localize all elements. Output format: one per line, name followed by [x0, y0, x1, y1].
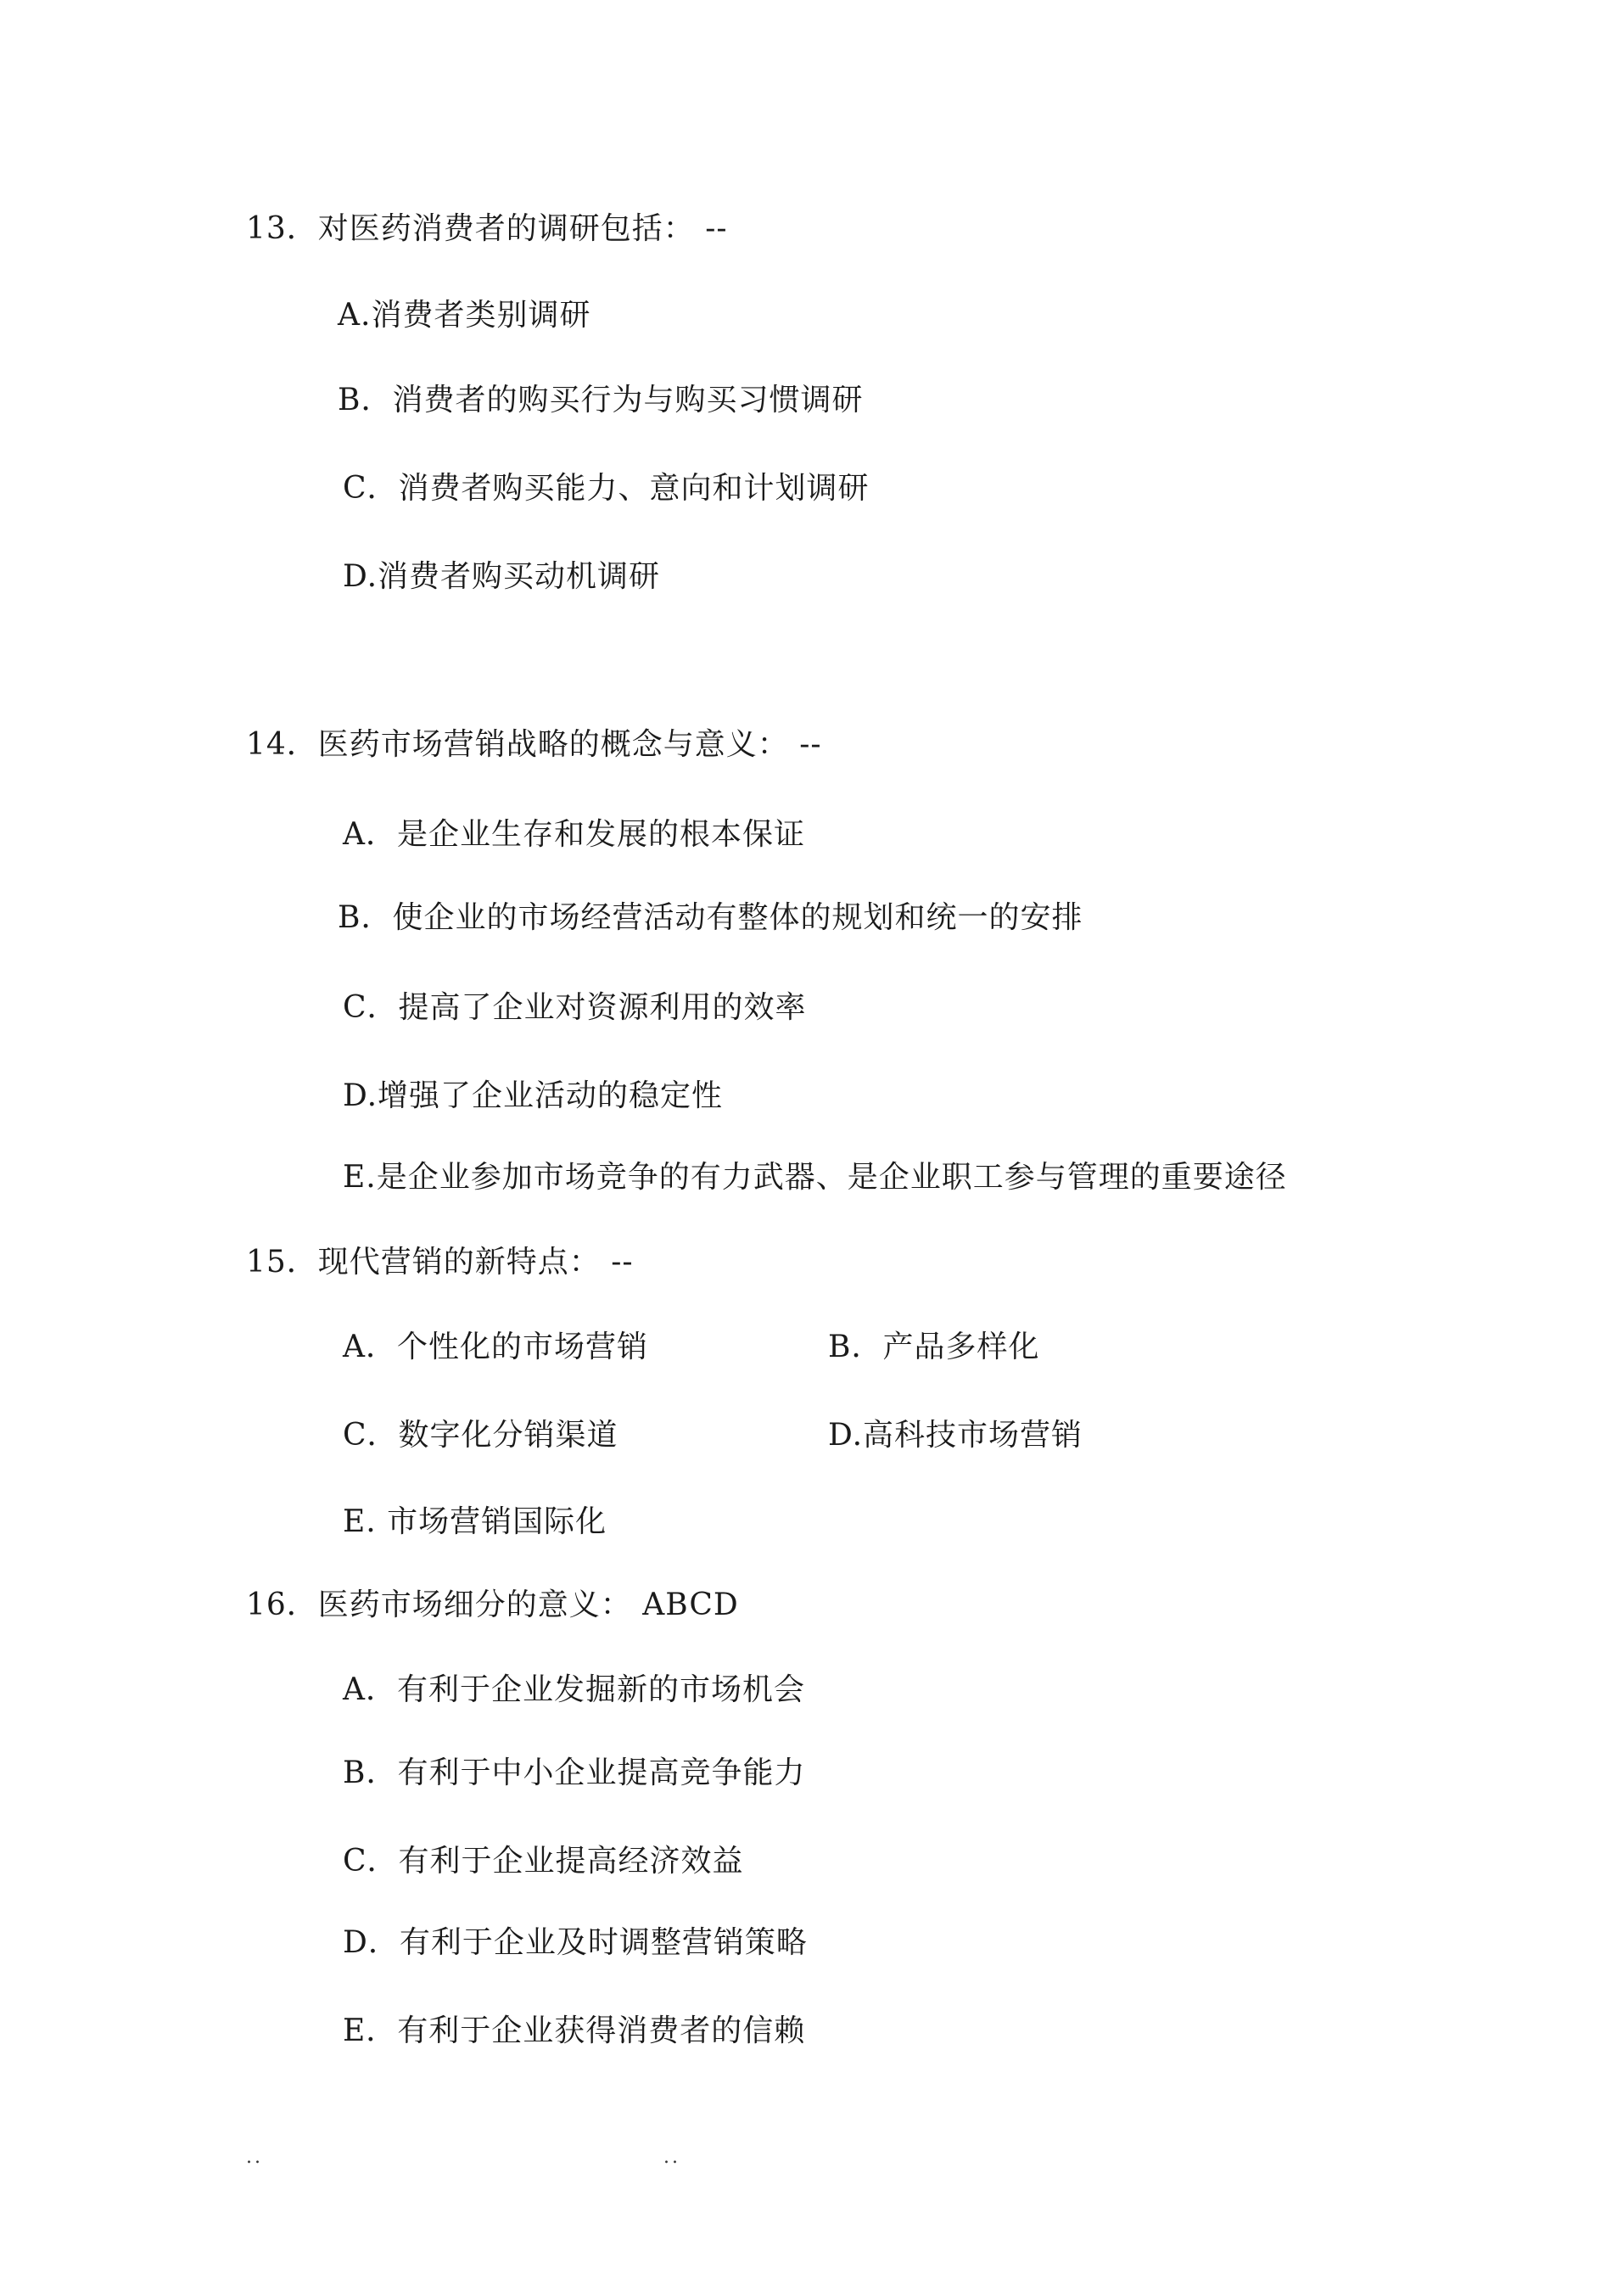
question-16-option-c: C．有利于企业提高经济效益: [343, 1844, 744, 1879]
question-13-option-d: D.消费者购买动机调研: [343, 559, 661, 594]
question-13-option-a: A.消费者类别调研: [338, 298, 591, 333]
question-13-option-c: C．消费者购买能力、意向和计划调研: [343, 471, 870, 506]
question-16-option-e: E．有利于企业获得消费者的信赖: [343, 2013, 806, 2048]
question-16-option-b: B．有利于中小企业提高竞争能力: [343, 1756, 806, 1790]
question-15-option-b: B．产品多样化: [828, 1330, 1040, 1364]
question-15-stem: 15．现代营销的新特点： --: [246, 1245, 634, 1280]
question-15-option-c: C．数字化分销渠道: [343, 1418, 618, 1453]
question-13-option-b: B．消费者的购买行为与购买习惯调研: [338, 383, 864, 417]
question-14-option-c: C．提高了企业对资源利用的效率: [343, 990, 807, 1025]
question-16-option-a: A．有利于企业发掘新的市场机会: [343, 1672, 805, 1707]
question-14-option-b: B．使企业的市场经营活动有整体的规划和统一的安排: [338, 900, 1083, 935]
question-14-option-d: D.增强了企业活动的稳定性: [343, 1078, 724, 1113]
question-15-option-a: A．个性化的市场营销: [343, 1330, 648, 1364]
question-15-option-d: D.高科技市场营销: [828, 1418, 1083, 1453]
question-14-option-e: E.是企业参加市场竞争的有力武器、是企业职工参与管理的重要途径: [343, 1160, 1287, 1195]
question-16-stem: 16．医药市场细分的意义： ABCD: [246, 1588, 739, 1622]
question-14-option-a: A．是企业生存和发展的根本保证: [343, 817, 805, 852]
question-15-option-e: E. 市场营销国际化: [343, 1504, 607, 1539]
question-13-stem: 13．对医药消费者的调研包括： --: [246, 211, 728, 246]
footer-dots-right: ..: [663, 2147, 680, 2168]
footer-dots-left: ..: [246, 2147, 263, 2168]
question-16-option-d: D．有利于企业及时调整营销策略: [343, 1925, 808, 1960]
question-14-stem: 14．医药市场营销战略的概念与意义： --: [246, 727, 822, 762]
